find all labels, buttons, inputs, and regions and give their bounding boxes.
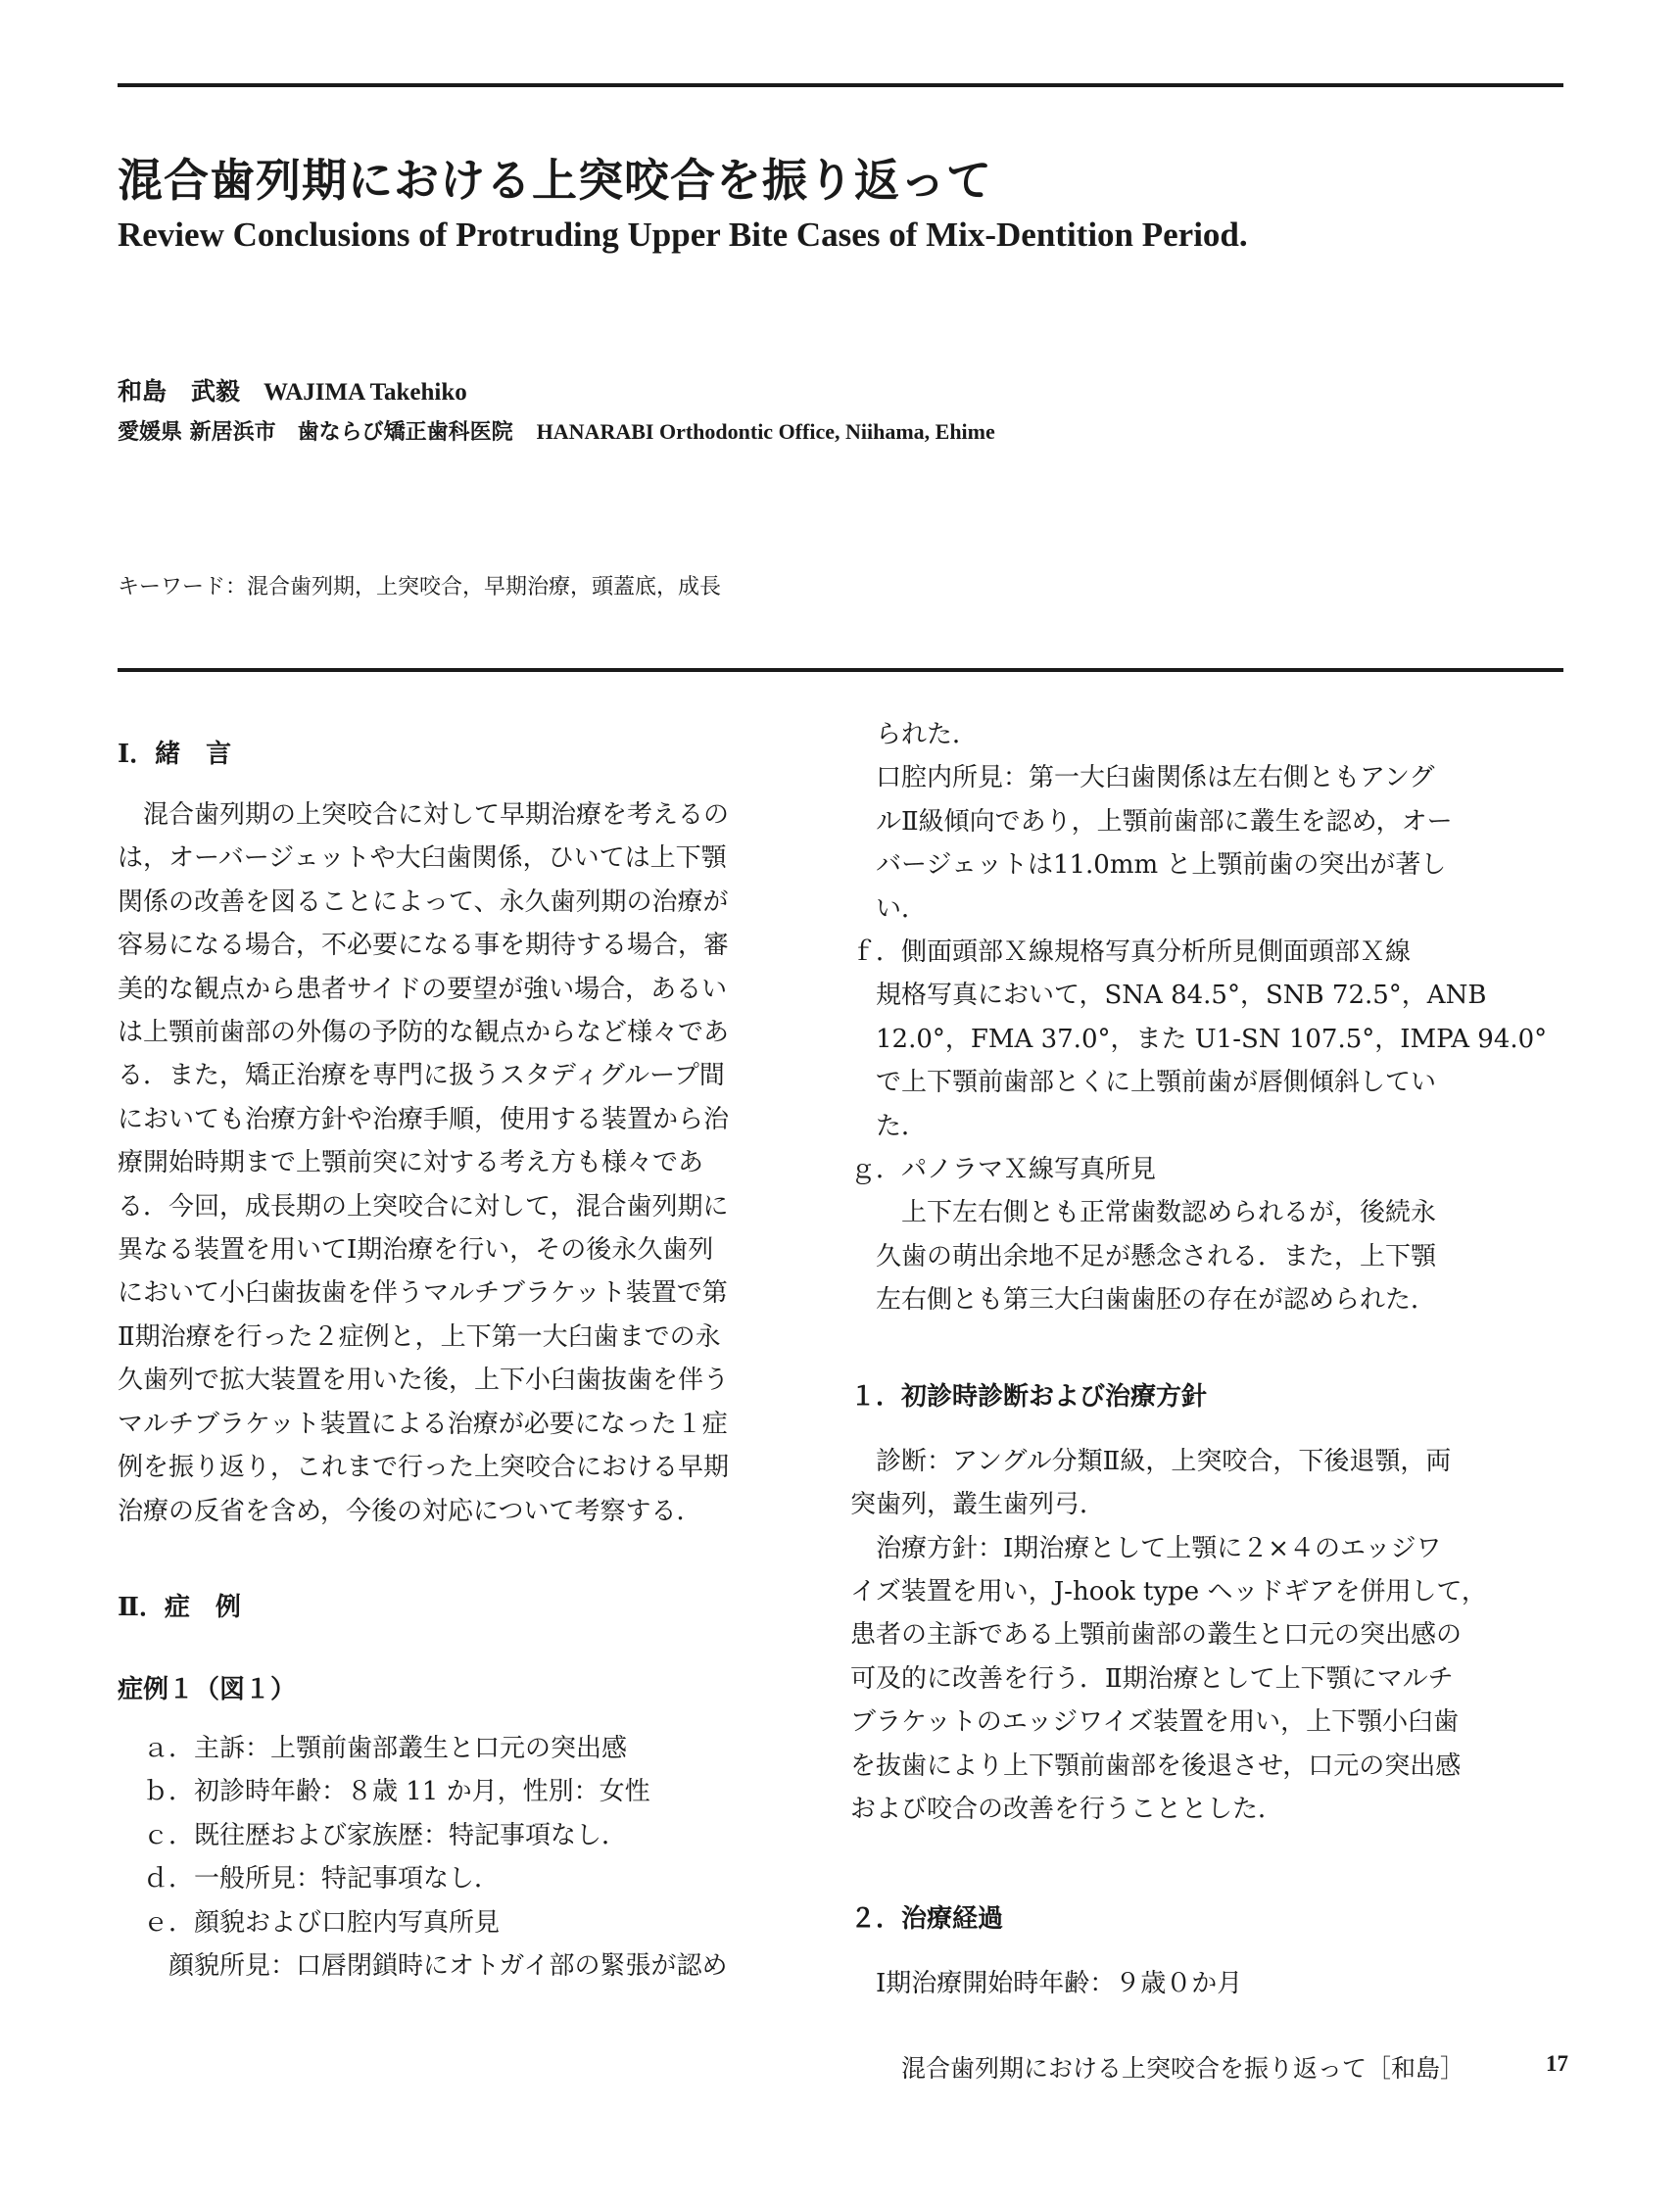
right-column — [850, 713, 1563, 2006]
text-line: ｆ．側面頭部Ｘ線規格写真分析所見側面頭部Ｘ線 — [850, 937, 1412, 968]
text-line: 異なる装置を用いてⅠ期治療を行い，その後永久歯列 — [118, 1235, 714, 1266]
case-heading: Ⅱ．症 例 — [118, 1592, 241, 1622]
text-line: を抜歯により上下顎前歯部を後退させ，口元の突出感 — [850, 1750, 1462, 1781]
text-line: 混合歯列期の上突咬合に対して早期治療を考えるの — [118, 800, 730, 830]
text-line: バージェットは11.0mm と上顎前歯の突出が著し — [850, 850, 1447, 881]
running-footer: 混合歯列期における上突咬合を振り返って［和島］ — [901, 2054, 1465, 2083]
text-line: マルチブラケット装置による治療が必要になった１症 — [118, 1409, 728, 1439]
text-line: る．今回，成長期の上突咬合に対して，混合歯列期に — [118, 1191, 729, 1222]
list-item: ｂ．初診時年齢：８歳 11 か月，性別：女性 — [118, 1777, 650, 1807]
text-line: 口腔内所見：第一大臼歯関係は左右側ともアング — [850, 763, 1435, 793]
text-line: 久歯列で拡大装置を用いた後，上下小臼歯抜歯を伴う — [118, 1366, 730, 1396]
text-line: い． — [850, 893, 928, 924]
text-line: 美的な観点から患者サイドの要望が強い場合，あるい — [118, 974, 728, 1004]
text-line: 上下左右側とも正常歯数認められるが，後続永 — [850, 1198, 1437, 1228]
text-line: 診断：アングル分類Ⅱ級，上突咬合，下後退顎，両 — [850, 1446, 1452, 1476]
text-line: 規格写真において，SNA 84.5°，SNB 72.5°，ANB — [850, 981, 1487, 1011]
text-line: は上顎前歯部の外傷の予防的な観点からなど様々であ — [118, 1018, 730, 1048]
case1-list — [118, 1727, 803, 1988]
list-item: ｅ．顔貌および口腔内写真所見 — [118, 1907, 501, 1938]
author-line — [118, 372, 467, 408]
top-rule — [118, 83, 1563, 87]
list-item: ｄ．一般所見：特記事項なし． — [118, 1864, 501, 1894]
text-line: イズ装置を用い，J-hook type ヘッドギアを併用して， — [850, 1576, 1487, 1607]
case1-continued — [850, 713, 1563, 1322]
text-line: においても治療方針や治療手順，使用する装置から治 — [118, 1104, 730, 1134]
text-line: 関係の改善を図ることによって、永久歯列期の治療が — [118, 887, 729, 917]
section-rule — [118, 668, 1563, 672]
diagnosis-heading: １．初診時診断および治療方針 — [850, 1381, 1208, 1412]
text-line: および咬合の改善を行うこととした． — [850, 1794, 1284, 1824]
author-name-en: WAJIMA Takehiko — [264, 379, 467, 406]
text-line: において小臼歯抜歯を伴うマルチブラケット装置で第 — [118, 1278, 728, 1309]
text-line: 例を振り返り，これまで行った上突咬合における早期 — [118, 1453, 730, 1483]
text-line: 突歯列，叢生歯列弓． — [850, 1490, 1106, 1520]
text-line: は，オーバージェットや大臼歯関係，ひいては上下顎 — [118, 843, 727, 874]
text-line: 療開始時期まで上顎前突に対する考え方も様々であ — [118, 1148, 704, 1178]
list-item: ａ．主訴：上顎前歯部叢生と口元の突出感 — [118, 1733, 628, 1763]
case1-heading: 症例１（図１） — [118, 1674, 297, 1704]
text-line: た． — [850, 1111, 928, 1141]
treatment-heading: ２．治療経過 — [850, 1904, 1004, 1935]
page-number: 17 — [1546, 2051, 1568, 2076]
page-title-en: Review Conclusions of Protruding Upper Bite Cases of Mix-Dentition Period. — [118, 216, 1248, 254]
text-line: る．また，矯正治療を専門に扱うスタディグループ間 — [118, 1061, 725, 1091]
affiliation-line — [118, 415, 995, 446]
intro-paragraph — [118, 793, 803, 1533]
text-line: ルⅡ級傾向であり，上顎前歯部に叢生を認め，オー — [850, 806, 1453, 837]
author-name-jp: 和島 武毅 — [118, 377, 241, 406]
list-item: ｃ．既往歴および家族歴：特記事項なし． — [118, 1820, 628, 1850]
text-line: 可及的に改善を行う．Ⅱ期治療として上下顎にマルチ — [850, 1663, 1454, 1694]
treatment-paragraph — [850, 1962, 1563, 2005]
text-line: 12.0°，FMA 37.0°，また U1-SN 107.5°，IMPA 94.0° — [850, 1024, 1548, 1054]
left-column — [118, 713, 803, 1988]
text-line: で上下顎前歯部とくに上顎前歯が唇側傾斜してい — [850, 1068, 1437, 1098]
text-line: 治療方針：Ⅰ期治療として上顎に２×４のエッジワ — [850, 1533, 1442, 1563]
text-line: 久歯の萌出余地不足が懸念される．また，上下顎 — [850, 1241, 1437, 1271]
affiliation-jp: 愛媛県 新居浜市 歯ならび矯正歯科医院 — [118, 419, 513, 445]
list-item: 顔貌所見：口唇閉鎖時にオトガイ部の緊張が認め — [118, 1950, 728, 1981]
text-line: 左右側とも第三大臼歯歯胚の存在が認められた． — [850, 1285, 1437, 1316]
keywords: キーワード：混合歯列期，上突咬合，早期治療，頭蓋底，成長 — [118, 575, 722, 599]
affiliation-en: HANARABI Orthodontic Office, Niihama, Ehime — [536, 419, 995, 444]
text-line: 患者の主訴である上顎前歯部の叢生と口元の突出感の — [850, 1620, 1463, 1651]
text-line: 治療の反省を含め，今後の対応について考察する． — [118, 1496, 702, 1526]
text-line: ｇ．パノラマＸ線写真所見 — [850, 1155, 1157, 1185]
text-line: Ⅱ期治療を行った２症例と，上下第一大臼歯までの永 — [118, 1321, 721, 1352]
text-line: 容易になる場合，不必要になる事を期待する場合，審 — [118, 931, 730, 961]
text-line: ブラケットのエッジワイズ装置を用い，上下顎小臼歯 — [850, 1707, 1460, 1738]
intro-heading: Ⅰ．緒 言 — [118, 740, 232, 769]
page-title-jp: 混合歯列期における上突咬合を振り返って — [118, 154, 992, 207]
text-line: Ⅰ期治療開始時年齢：９歳０か月 — [850, 1969, 1243, 1999]
text-line: られた． — [850, 720, 979, 749]
diagnosis-paragraph — [850, 1440, 1563, 1832]
